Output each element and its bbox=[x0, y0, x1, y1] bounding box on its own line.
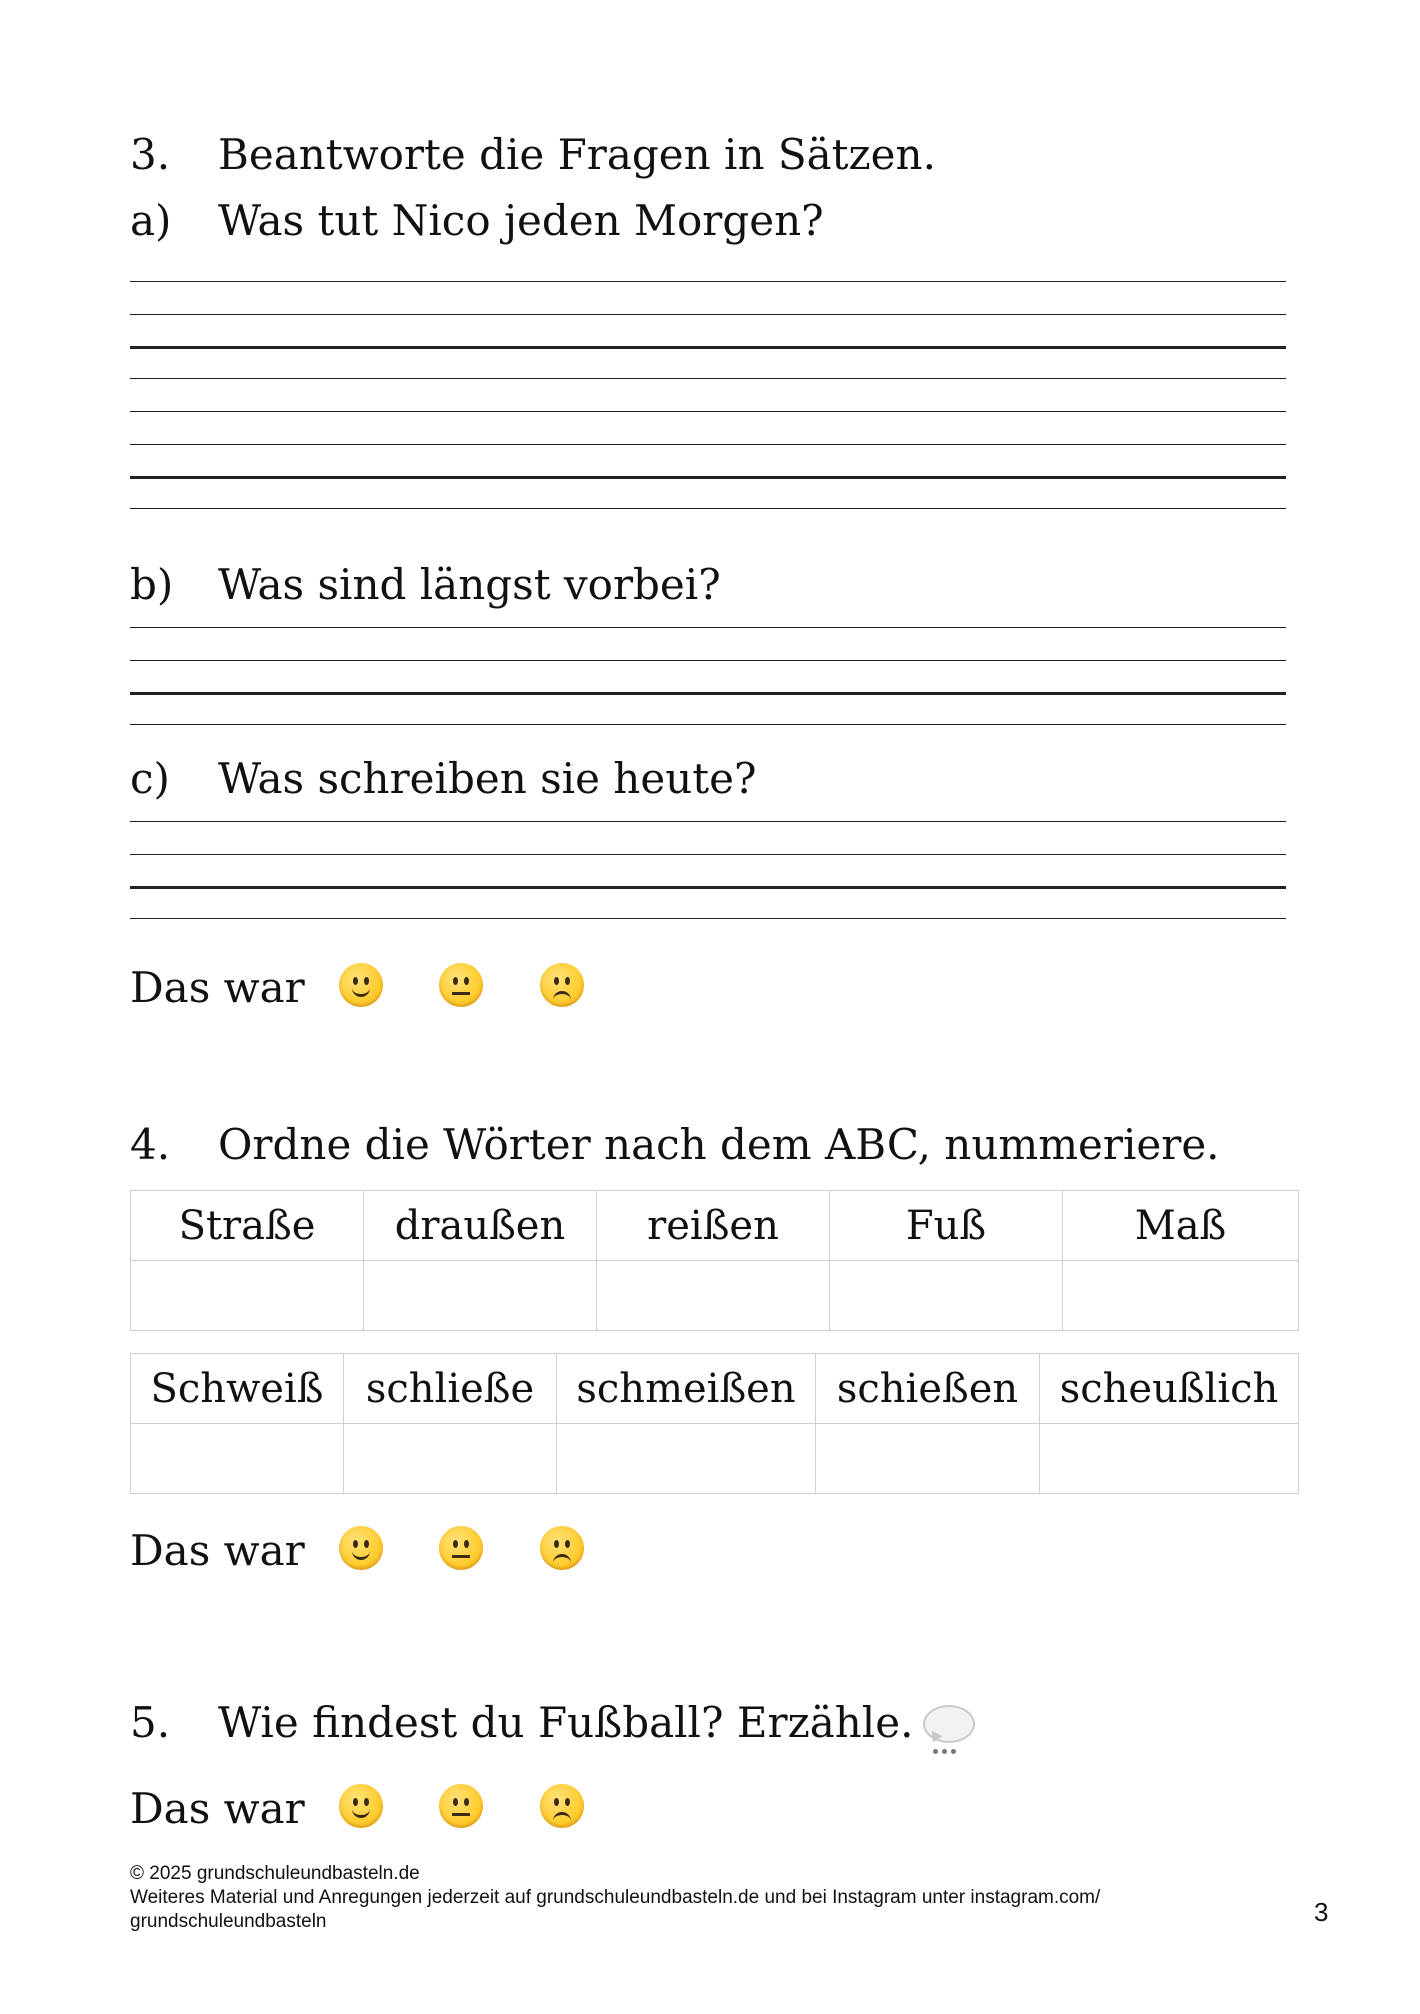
footer-info-cont: grundschuleundbasteln bbox=[130, 1911, 327, 1932]
writing-line[interactable] bbox=[130, 314, 1286, 315]
word-cell: Straße bbox=[131, 1191, 364, 1261]
task5-heading bbox=[130, 1698, 973, 1747]
writing-line[interactable] bbox=[130, 411, 1286, 412]
writing-baseline[interactable] bbox=[130, 886, 1286, 889]
smiley-neutral-icon[interactable] bbox=[439, 1526, 483, 1570]
smiley-happy-icon[interactable] bbox=[339, 963, 383, 1007]
number-answer-cell[interactable] bbox=[1063, 1261, 1299, 1331]
question-b bbox=[130, 560, 721, 609]
word-cell: Fuß bbox=[830, 1191, 1063, 1261]
footer bbox=[130, 1862, 1100, 1934]
number-answer-cell[interactable] bbox=[364, 1261, 597, 1331]
question-c-letter: c) bbox=[130, 754, 170, 803]
writing-line[interactable] bbox=[130, 378, 1286, 379]
number-answer-cell[interactable] bbox=[344, 1424, 557, 1494]
smiley-neutral-icon[interactable] bbox=[439, 1784, 483, 1828]
word-cell: draußen bbox=[364, 1191, 597, 1261]
number-answer-cell[interactable] bbox=[830, 1261, 1063, 1331]
speech-bubble-icon bbox=[923, 1705, 973, 1741]
word-cell: Schweiß bbox=[131, 1354, 344, 1424]
number-answer-cell[interactable] bbox=[131, 1261, 364, 1331]
footer-info: Weiteres Material und Anregungen jederzeit auf grundschuleundbasteln.de und bei Instagram unter instagram.com/ bbox=[130, 1887, 1101, 1908]
smiley-sad-icon[interactable] bbox=[540, 963, 584, 1007]
writing-baseline[interactable] bbox=[130, 476, 1286, 479]
smiley-sad-icon[interactable] bbox=[540, 1526, 584, 1570]
question-b-text: Was sind längst vorbei? bbox=[218, 560, 721, 609]
question-a-text: Was tut Nico jeden Morgen? bbox=[218, 196, 824, 245]
word-cell: schließe bbox=[344, 1354, 557, 1424]
task4-number: 4. bbox=[130, 1120, 171, 1169]
footer-copyright: © 2025 grundschuleundbasteln.de bbox=[130, 1863, 420, 1884]
word-table-1 bbox=[130, 1190, 1299, 1331]
writing-line[interactable] bbox=[130, 918, 1286, 919]
task3-number: 3. bbox=[130, 130, 171, 179]
task5-title: Wie findest du Fußball? Erzähle. bbox=[218, 1698, 914, 1747]
task5-rating-label: Das war bbox=[130, 1784, 305, 1833]
page-number: 3 bbox=[1314, 1897, 1329, 1927]
question-b-letter: b) bbox=[130, 560, 174, 609]
smiley-happy-icon[interactable] bbox=[339, 1784, 383, 1828]
writing-baseline[interactable] bbox=[130, 692, 1286, 695]
task3-rating-label: Das war bbox=[130, 963, 305, 1012]
word-table-2 bbox=[130, 1353, 1299, 1494]
task4-title: Ordne die Wörter nach dem ABC, nummeriere. bbox=[218, 1120, 1220, 1169]
number-answer-cell[interactable] bbox=[557, 1424, 816, 1494]
writing-line[interactable] bbox=[130, 854, 1286, 855]
word-cell: schmeißen bbox=[557, 1354, 816, 1424]
question-a-letter: a) bbox=[130, 196, 172, 245]
writing-line[interactable] bbox=[130, 724, 1286, 725]
word-cell: schießen bbox=[816, 1354, 1040, 1424]
writing-line[interactable] bbox=[130, 627, 1286, 628]
writing-line[interactable] bbox=[130, 444, 1286, 445]
task4-rating-label: Das war bbox=[130, 1526, 305, 1575]
writing-line[interactable] bbox=[130, 508, 1286, 509]
task3-title: Beantworte die Fragen in Sätzen. bbox=[218, 130, 936, 179]
task4-heading bbox=[130, 1120, 1220, 1169]
question-c-text: Was schreiben sie heute? bbox=[218, 754, 757, 803]
smiley-neutral-icon[interactable] bbox=[439, 963, 483, 1007]
task5-number: 5. bbox=[130, 1698, 171, 1747]
question-a bbox=[130, 196, 824, 245]
smiley-happy-icon[interactable] bbox=[339, 1526, 383, 1570]
writing-line[interactable] bbox=[130, 281, 1286, 282]
word-cell: Maß bbox=[1063, 1191, 1299, 1261]
word-cell: reißen bbox=[597, 1191, 830, 1261]
word-cell: scheußlich bbox=[1040, 1354, 1299, 1424]
writing-baseline[interactable] bbox=[130, 346, 1286, 349]
smiley-sad-icon[interactable] bbox=[540, 1784, 584, 1828]
number-answer-cell[interactable] bbox=[1040, 1424, 1299, 1494]
question-c bbox=[130, 754, 757, 803]
task3-heading bbox=[130, 130, 936, 179]
number-answer-cell[interactable] bbox=[816, 1424, 1040, 1494]
number-answer-cell[interactable] bbox=[597, 1261, 830, 1331]
writing-line[interactable] bbox=[130, 821, 1286, 822]
writing-line[interactable] bbox=[130, 660, 1286, 661]
number-answer-cell[interactable] bbox=[131, 1424, 344, 1494]
